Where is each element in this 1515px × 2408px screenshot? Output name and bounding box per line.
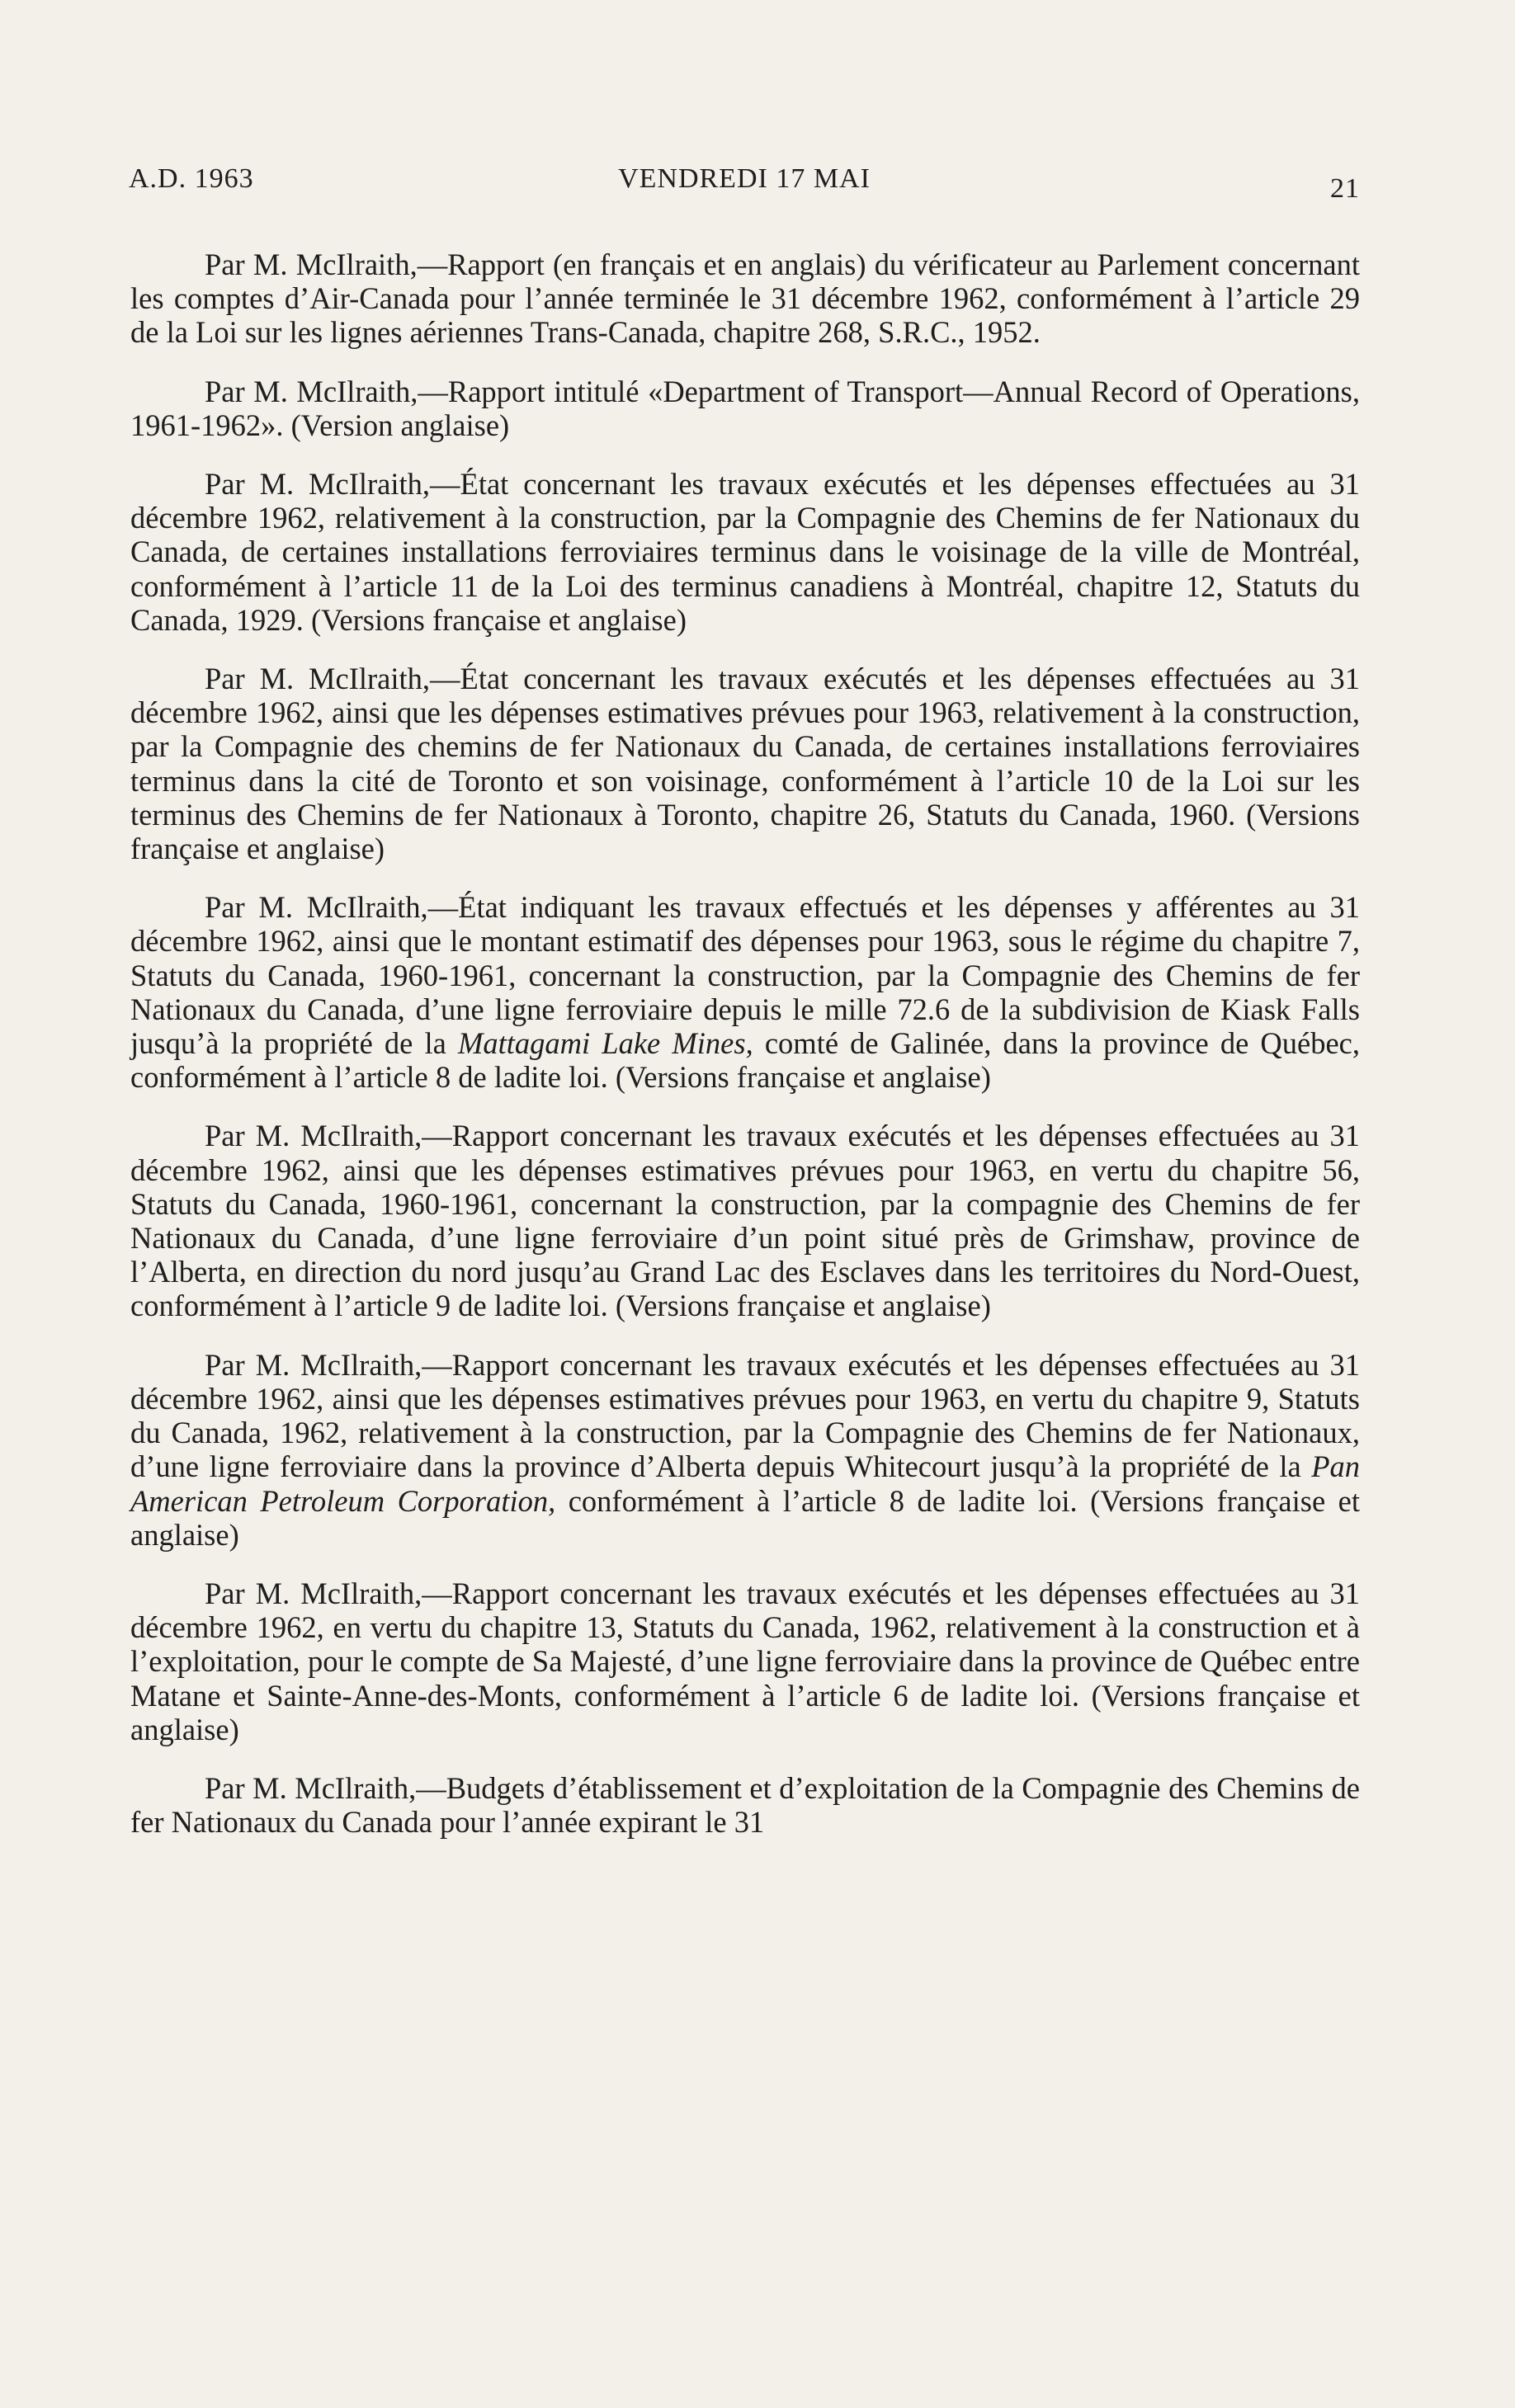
header-date: VENDREDI 17 MAI	[618, 163, 871, 194]
text-run: conformément à l’article 8 de ladite loi. (Versions française et anglaise)	[130, 1483, 1360, 1552]
text-run: Par M. McIlraith,—Rapport concernant les travaux exécutés et les dépenses effectuées au 31 décembre 1962, en vertu du chapitre 13, Statuts du Canada, 1962, relativement à la construction et à l’exploitation, pour le compte de Sa Majesté, d’une ligne ferroviaire dans la province de Québec entre Matane et Sainte-Anne-des-Monts, conformément à l’article 6 de ladite loi. (Versions française et anglaise)	[130, 1576, 1360, 1746]
paragraph	[130, 1119, 1360, 1322]
document-body	[130, 247, 1360, 1864]
text-run: Par M. McIlraith,—Rapport intitulé «Department of Transport—Annual Record of Operations, 1961-1962». (Version anglaise)	[130, 374, 1360, 442]
page-header	[129, 157, 1360, 203]
paragraph	[130, 1771, 1360, 1839]
paragraph	[130, 662, 1360, 865]
text-run: Par M. McIlraith,—Budgets d’établissement et d’exploitation de la Compagnie des Chemins de fer Nationaux du Canada pour l’année expirant le 31	[130, 1770, 1360, 1840]
text-run: comté de Galinée, dans la province de Québec, conformément à l’article 8 de ladite loi. (Versions française et anglaise)	[130, 1026, 1360, 1095]
paragraph	[130, 247, 1360, 350]
header-year: A.D. 1963	[129, 163, 254, 194]
paragraph	[130, 1348, 1360, 1552]
text-run: Par M. McIlraith,—Rapport concernant les travaux exécutés et les dépenses effectuées au 31 décembre 1962, ainsi que les dépenses estimatives prévues pour 1963, en vertu du chapitre 56, Statuts du Canada, 1960-1961, concernant la construction, par la compagnie des Chemins de fer Nationaux du Canada, d’une ligne ferroviaire d’un point situé près de Grimshaw, province de l’Alberta, en direction du nord jusqu’au Grand Lac des Esclaves dans les territoires du Nord-Ouest, conformément à l’article 9 de ladite loi. (Versions française et anglaise)	[130, 1119, 1360, 1323]
text-run: Par M. McIlraith,—Rapport (en français et en anglais) du vérificateur au Parlement concernant les comptes d’Air-Canada pour l’année terminée le 31 décembre 1962, conformément à l’article 29 de la Loi sur les lignes aériennes Trans-Canada, chapitre 268, S.R.C., 1952.	[130, 247, 1360, 350]
text-run: Par M. McIlraith,—Rapport concernant les travaux exécutés et les dépenses effectuées au 31 décembre 1962, ainsi que les dépenses estimatives prévues pour 1963, en vertu du chapitre 9, Statuts du Canada, 1962, relativement à la construction, par la Compagnie des Chemins de fer Nationaux, d’une ligne ferroviaire dans la province d’Alberta depuis Whitecourt jusqu’à la propriété de la	[130, 1347, 1360, 1484]
paragraph	[130, 375, 1360, 442]
text-run: Par M. McIlraith,—État concernant les travaux exécutés et les dépenses effectuées au 31 décembre 1962, relativement à la construction, par la Compagnie des Chemins de fer Nationaux du Canada, de certaines installations ferroviaires terminus dans le voisinage de la ville de Montréal, conformément à l’article 11 de la Loi des terminus canadiens à Montréal, chapitre 12, Statuts du Canada, 1929. (Versions française et anglaise)	[130, 467, 1360, 637]
page-number: 21	[1330, 173, 1360, 204]
italic-text-run: Mattagami Lake Mines,	[457, 1026, 753, 1061]
italic-text-run: Pan American Petroleum Corporation,	[130, 1449, 1360, 1518]
paragraph	[130, 890, 1360, 1094]
text-run: Par M. McIlraith,—État concernant les travaux exécutés et les dépenses effectuées au 31 décembre 1962, ainsi que les dépenses estimatives prévues pour 1963, relativement à la construction, par la Compagnie des chemins de fer Nationaux du Canada, de certaines installations ferroviaires terminus dans la cité de Toronto et son voisinage, conformément à l’article 10 de la Loi sur les terminus des Chemins de fer Nationaux à Toronto, chapitre 26, Statuts du Canada, 1960. (Versions française et anglaise)	[130, 662, 1360, 866]
paragraph	[130, 1576, 1360, 1746]
text-run: Par M. McIlraith,—État indiquant les travaux effectués et les dépenses y afférentes au 31 décembre 1962, ainsi que le montant estimatif des dépenses pour 1963, sous le régime du chapitre 7, Statuts du Canada, 1960-1961, concernant la construction, par la Compagnie des Chemins de fer Nationaux du Canada, d’une ligne ferroviaire depuis le mille 72.6 de la subdivision de Kiask Falls jusqu’à la propriété de la	[130, 890, 1360, 1061]
paragraph	[130, 467, 1360, 637]
